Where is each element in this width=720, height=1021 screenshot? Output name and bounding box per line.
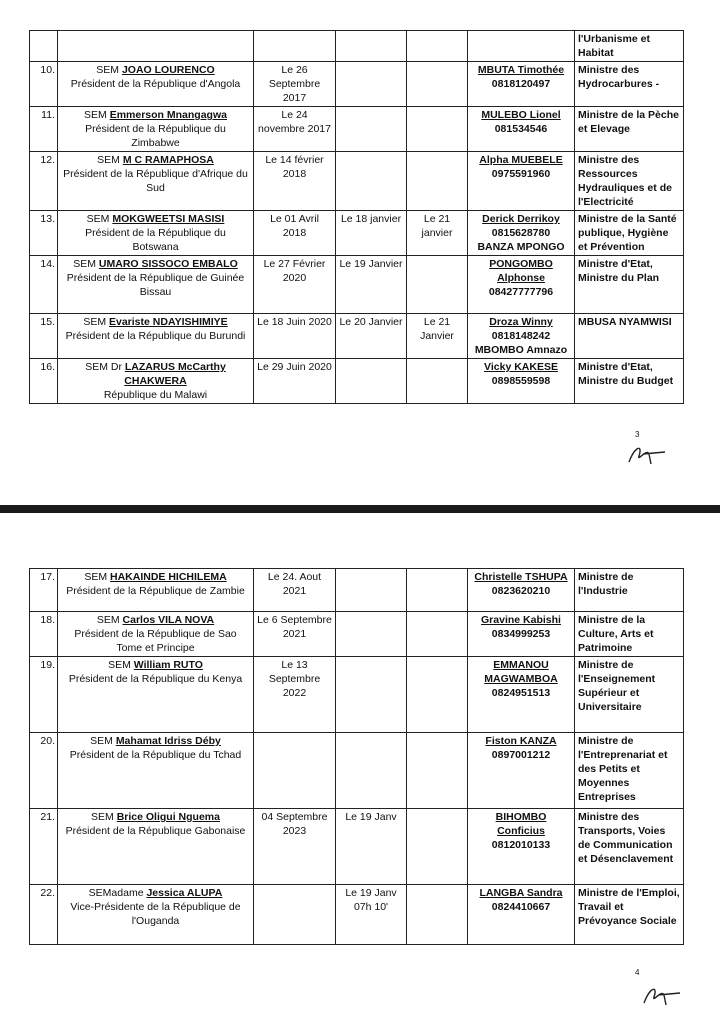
cell-name xyxy=(58,31,254,62)
head-of-state-role: Président de la République Gabonaise xyxy=(65,825,246,837)
date-col-3 xyxy=(407,62,468,107)
head-of-state-cell xyxy=(58,62,254,107)
head-of-state-cell xyxy=(58,612,254,657)
date-col-2 xyxy=(336,733,407,809)
table-row xyxy=(30,62,684,107)
honorific: SEM xyxy=(97,154,120,166)
head-of-state-role: Président de la République de Zambie xyxy=(66,585,245,597)
contact-phone: 0818120497 xyxy=(491,78,551,90)
date-col-3 xyxy=(407,809,468,885)
table-row xyxy=(30,657,684,733)
table-row xyxy=(30,569,684,612)
cell-ministry: l'Urbanisme et Habitat xyxy=(575,31,684,62)
arrival-date xyxy=(254,885,336,945)
arrival-date: Le 18 Juin 2020 xyxy=(254,314,336,359)
contact-phone: 081534546 xyxy=(494,123,548,135)
head-of-state-name: Evariste NDAYISHIMIYE xyxy=(109,316,228,328)
cell-contact xyxy=(468,31,575,62)
row-number: 13. xyxy=(30,211,58,256)
contact-name: EMMANOU MAGWAMBOA xyxy=(484,659,558,685)
date-col-2 xyxy=(336,612,407,657)
honorific: SEM xyxy=(90,735,113,747)
head-of-state-role: Président de la République du Kenya xyxy=(68,673,243,685)
contact-name: PONGOMBO Alphonse xyxy=(489,258,553,284)
table-row xyxy=(30,314,684,359)
contact-name: MULEBO Lionel xyxy=(481,109,561,121)
ministry-cell: MBUSA NYAMWISI xyxy=(575,314,684,359)
contact-name: Fiston KANZA xyxy=(485,735,557,747)
honorific: SEM xyxy=(108,659,131,671)
contact-name: Droza Winny xyxy=(489,316,553,328)
ministry-cell: Ministre d'Etat, Ministre du Budget xyxy=(575,359,684,404)
honorific: SEMadame xyxy=(88,887,144,899)
head-of-state-role: Président de la République du Burundi xyxy=(65,330,246,342)
head-of-state-name: Emmerson Mnangagwa xyxy=(109,109,227,121)
row-number: 19. xyxy=(30,657,58,733)
head-of-state-role: Président de la République du Botswana xyxy=(85,227,226,253)
ministry-cell: Ministre de l'Entreprenariat et des Petits et Moyennes Entreprises xyxy=(575,733,684,809)
head-of-state-role: Vice-Présidente de la République de l'Ouganda xyxy=(70,901,241,927)
head-of-state-role: Président de la République d'Angola xyxy=(70,78,241,90)
honorific: SEM xyxy=(73,258,96,270)
cell-date3 xyxy=(407,31,468,62)
honorific: SEM Dr xyxy=(85,361,122,373)
contact-name: Gravine Kabishi xyxy=(481,614,561,626)
arrival-date: Le 26 Septembre 2017 xyxy=(254,62,336,107)
date-col-2: Le 19 Janv 07h 10' xyxy=(336,885,407,945)
contact-name: Derick Derrikoy xyxy=(482,213,560,225)
page-number: 3 xyxy=(635,430,640,439)
head-of-state-role: République du Malawi xyxy=(103,389,208,401)
cell-num xyxy=(30,31,58,62)
date-col-2: Le 19 Janv xyxy=(336,809,407,885)
ministry-cell: Ministre de la Pèche et Elevage xyxy=(575,107,684,152)
honorific: SEM xyxy=(91,811,114,823)
contact-cell xyxy=(468,569,575,612)
contact-extra: MBOMBO Amnazo xyxy=(474,344,568,356)
arrival-date: Le 14 février 2018 xyxy=(254,152,336,211)
head-of-state-name: HAKAINDE HICHILEMA xyxy=(110,571,227,583)
head-of-state-name: Brice Oligui Nguema xyxy=(116,811,220,823)
contact-cell xyxy=(468,885,575,945)
head-of-state-role: Président de la République du Tchad xyxy=(69,749,242,761)
contact-phone: 0818148242 xyxy=(491,330,551,342)
head-of-state-name: MOKGWEETSI MASISI xyxy=(112,213,225,225)
contact-phone: 0898559598 xyxy=(491,375,551,387)
arrival-date: Le 01 Avril 2018 xyxy=(254,211,336,256)
contact-phone: 0823620210 xyxy=(491,585,551,597)
head-of-state-name: Carlos VILA NOVA xyxy=(122,614,215,626)
head-of-state-cell xyxy=(58,314,254,359)
contact-cell xyxy=(468,62,575,107)
page-separator xyxy=(0,505,720,513)
ministry-cell: Ministre d'Etat, Ministre du Plan xyxy=(575,256,684,314)
head-of-state-cell xyxy=(58,569,254,612)
date-col-3: Le 21 Janvier xyxy=(407,314,468,359)
contact-phone: 08427777796 xyxy=(488,286,554,298)
date-col-2 xyxy=(336,657,407,733)
date-col-3 xyxy=(407,256,468,314)
contact-cell xyxy=(468,612,575,657)
row-number: 17. xyxy=(30,569,58,612)
contact-cell xyxy=(468,152,575,211)
date-col-3 xyxy=(407,569,468,612)
date-col-3 xyxy=(407,885,468,945)
table-row xyxy=(30,885,684,945)
honorific: SEM xyxy=(83,316,107,328)
arrival-date: Le 6 Septembre 2021 xyxy=(254,612,336,657)
date-col-3: Le 21 janvier xyxy=(407,211,468,256)
contact-cell xyxy=(468,256,575,314)
head-of-state-cell xyxy=(58,809,254,885)
head-of-state-name: M C RAMAPHOSA xyxy=(122,154,214,166)
row-number: 11. xyxy=(30,107,58,152)
head-of-state-cell xyxy=(58,657,254,733)
date-col-3 xyxy=(407,152,468,211)
contact-name: LANGBA Sandra xyxy=(479,887,563,899)
contact-cell xyxy=(468,657,575,733)
ministry-cell: Ministre de l'Enseignement Supérieur et Universitaire xyxy=(575,657,684,733)
contact-name: Alpha MUEBELE xyxy=(479,154,563,166)
visits-table-page-4 xyxy=(29,568,684,945)
table-row xyxy=(30,359,684,404)
date-col-3 xyxy=(407,359,468,404)
head-of-state-name: Jessica ALUPA xyxy=(146,887,223,899)
contact-phone: 0824410667 xyxy=(491,901,551,913)
contact-name: MBUTA Timothée xyxy=(477,64,565,76)
head-of-state-cell xyxy=(58,885,254,945)
row-number: 14. xyxy=(30,256,58,314)
head-of-state-role: Président de la République d'Afrique du Sud xyxy=(63,168,248,194)
cell-date xyxy=(254,31,336,62)
ministry-cell: Ministre des Transports, Voies de Communication et Désenclavement xyxy=(575,809,684,885)
date-col-2 xyxy=(336,107,407,152)
head-of-state-name: JOAO LOURENCO xyxy=(121,64,215,76)
table-row xyxy=(30,256,684,314)
ministry-cell: Ministre de l'Emploi, Travail et Prévoyance Sociale xyxy=(575,885,684,945)
honorific: SEM xyxy=(96,64,120,76)
date-col-3 xyxy=(407,657,468,733)
date-col-2: Le 19 Janvier xyxy=(336,256,407,314)
date-col-2: Le 18 janvier xyxy=(336,211,407,256)
table-row xyxy=(30,211,684,256)
row-number: 18. xyxy=(30,612,58,657)
contact-phone: 0812010133 xyxy=(491,839,551,851)
signature-icon xyxy=(640,983,682,1009)
signature-icon xyxy=(625,442,667,468)
head-of-state-name: Mahamat Idriss Déby xyxy=(115,735,221,747)
contact-extra: BANZA MPONGO xyxy=(477,241,565,253)
table-row xyxy=(30,612,684,657)
ministry-cell: Ministre des Hydrocarbures - xyxy=(575,62,684,107)
visits-table-page-3 xyxy=(29,30,684,404)
table-row xyxy=(30,733,684,809)
head-of-state-cell xyxy=(58,152,254,211)
row-number: 22. xyxy=(30,885,58,945)
honorific: SEM xyxy=(86,213,110,225)
date-col-2 xyxy=(336,152,407,211)
head-of-state-name: UMARO SISSOCO EMBALO xyxy=(98,258,238,270)
contact-phone: 0975591960 xyxy=(491,168,551,180)
head-of-state-cell xyxy=(58,107,254,152)
row-number: 12. xyxy=(30,152,58,211)
row-number: 21. xyxy=(30,809,58,885)
table-row xyxy=(30,107,684,152)
contact-cell xyxy=(468,107,575,152)
contact-phone: 0834999253 xyxy=(491,628,551,640)
arrival-date: Le 24 novembre 2017 xyxy=(254,107,336,152)
date-col-2 xyxy=(336,359,407,404)
date-col-3 xyxy=(407,107,468,152)
contact-phone: 0897001212 xyxy=(491,749,551,761)
row-number: 16. xyxy=(30,359,58,404)
document-page-3 xyxy=(0,0,720,505)
document-page-4 xyxy=(0,513,720,1021)
arrival-date: Le 24. Aout 2021 xyxy=(254,569,336,612)
contact-cell xyxy=(468,314,575,359)
arrival-date: Le 13 Septembre 2022 xyxy=(254,657,336,733)
contact-phone: 0815628780 xyxy=(491,227,551,239)
arrival-date: Le 29 Juin 2020 xyxy=(254,359,336,404)
contact-cell xyxy=(468,809,575,885)
row-number: 15. xyxy=(30,314,58,359)
table-row xyxy=(30,809,684,885)
date-col-2 xyxy=(336,62,407,107)
head-of-state-name: LAZARUS McCarthy CHAKWERA xyxy=(124,361,226,387)
table-row xyxy=(30,152,684,211)
contact-name: Christelle TSHUPA xyxy=(474,571,568,583)
head-of-state-name: William RUTO xyxy=(133,659,203,671)
cell-date2 xyxy=(336,31,407,62)
ministry-cell: Ministre de l'Industrie xyxy=(575,569,684,612)
honorific: SEM xyxy=(84,571,108,583)
date-col-3 xyxy=(407,733,468,809)
date-col-3 xyxy=(407,612,468,657)
head-of-state-role: Président de la République de Sao Tome et Principe xyxy=(74,628,237,654)
arrival-date: 04 Septembre 2023 xyxy=(254,809,336,885)
ministry-cell: Ministre de la Culture, Arts et Patrimoine xyxy=(575,612,684,657)
row-number: 10. xyxy=(30,62,58,107)
page-number: 4 xyxy=(635,968,640,977)
honorific: SEM xyxy=(84,109,107,121)
contact-name: Vicky KAKESE xyxy=(484,361,558,373)
ministry-cell: Ministre des Ressources Hydrauliques et de l'Electricité xyxy=(575,152,684,211)
contact-cell xyxy=(468,211,575,256)
honorific: SEM xyxy=(96,614,120,626)
contact-phone: 0824951513 xyxy=(491,687,551,699)
contact-cell xyxy=(468,359,575,404)
contact-cell xyxy=(468,733,575,809)
head-of-state-cell xyxy=(58,256,254,314)
head-of-state-role: Président de la République de Guinée Bissau xyxy=(66,272,245,298)
date-col-2: Le 20 Janvier xyxy=(336,314,407,359)
head-of-state-cell xyxy=(58,211,254,256)
arrival-date: Le 27 Février 2020 xyxy=(254,256,336,314)
arrival-date xyxy=(254,733,336,809)
ministry-cell: Ministre de la Santé publique, Hygiène et Prévention xyxy=(575,211,684,256)
head-of-state-cell xyxy=(58,359,254,404)
head-of-state-cell xyxy=(58,733,254,809)
date-col-2 xyxy=(336,569,407,612)
head-of-state-role: Président de la République du Zimbabwe xyxy=(85,123,226,149)
table-row xyxy=(30,31,684,62)
contact-name: BIHOMBO Conficius xyxy=(495,811,547,837)
row-number: 20. xyxy=(30,733,58,809)
